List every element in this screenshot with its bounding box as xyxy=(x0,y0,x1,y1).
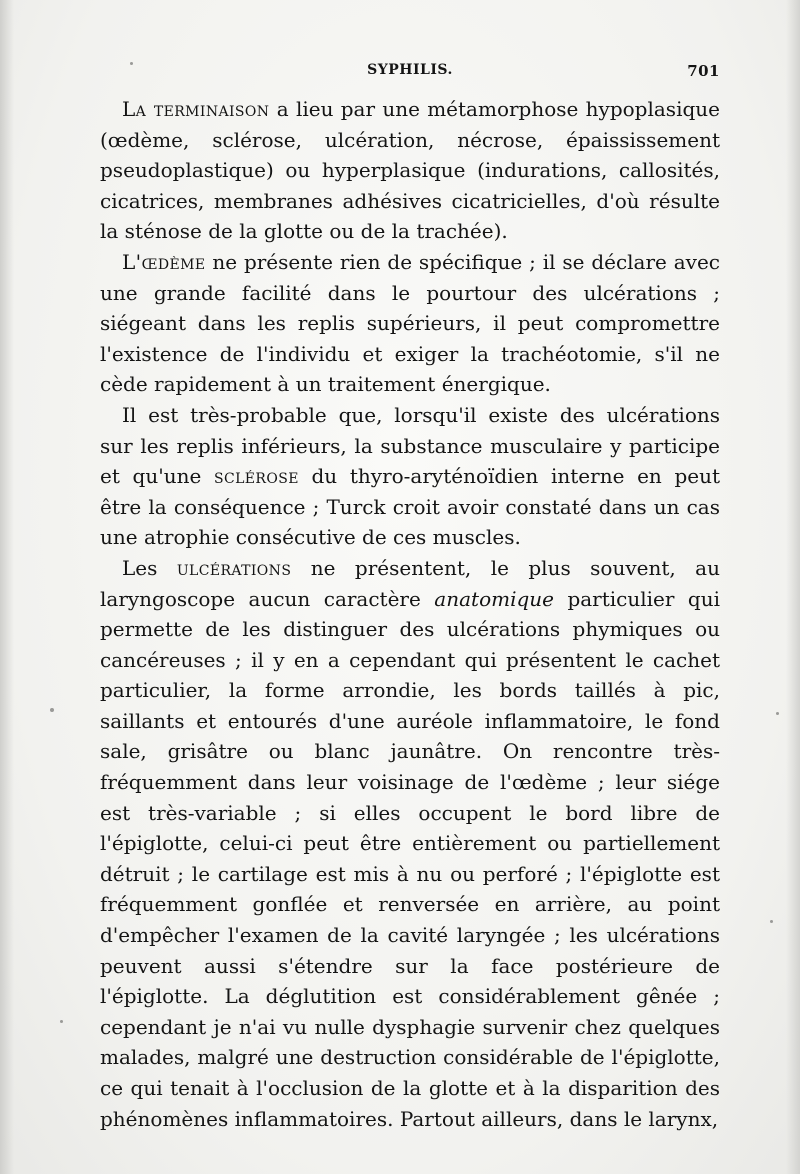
paragraph-oedeme xyxy=(100,247,720,400)
page-left-edge xyxy=(0,0,14,1174)
paragraph-ulcerations xyxy=(100,553,720,1134)
paragraph-lead-terminaison: La terminaison xyxy=(122,97,270,121)
paragraph-text-ulcerations-1: ne présentent, le plus souvent, au laryngoscope aucun caractère xyxy=(100,555,720,611)
body-text xyxy=(100,94,720,1134)
running-title: SYPHILIS. xyxy=(367,62,453,78)
paragraph-text-sclerose-2: du thyro-aryténoïdien interne en peut être la conséquence ; Turck croit avoir constaté dans un cas une atrophie consécutive de ces muscles. xyxy=(100,464,721,550)
paragraph-text-ulcerations-pre: Les xyxy=(122,555,177,580)
paragraph-text-oedeme: ne présente rien de spécifique ; il se déclare avec une grande facilité dans le pourtour des ulcérations ; siégeant dans les replis supérieurs, il peut compromettre l'existence de l'individu et exiger la trachéotomie, s'il ne cède rapidement à un traitement énergique. xyxy=(100,249,720,397)
page-number: 701 xyxy=(687,62,720,80)
paper-speck xyxy=(776,712,779,715)
term-anatomique: anatomique xyxy=(434,586,554,611)
paper-speck xyxy=(60,1020,63,1023)
paper-speck xyxy=(50,708,54,712)
term-ulcerations: ulcérations xyxy=(176,555,292,580)
paper-speck xyxy=(130,62,133,65)
term-sclerose: sclérose xyxy=(213,464,299,489)
paper-speck xyxy=(770,920,773,923)
paragraph-text-sclerose-1: Il est très-probable que, lorsqu'il existe des ulcérations sur les replis inférieurs, la substance musculaire y participe et qu'une xyxy=(100,402,720,489)
page-right-edge xyxy=(786,0,800,1174)
running-head xyxy=(100,60,720,84)
paragraph-terminaison xyxy=(100,94,720,247)
paragraph-lead-oedeme: L'œdème xyxy=(122,249,206,274)
paragraph-text-terminaison: a lieu par une métamorphose hypoplasique (œdème, sclérose, ulcération, nécrose, épaississement pseudoplastique) ou hyperplasique (indurations, callosités, cicatrices, membranes adhésives cicatricielles, d'où résulte la sténose de la glotte ou de la trachée). xyxy=(100,97,720,244)
paragraph-sclerose xyxy=(100,400,720,553)
paragraph-text-ulcerations-2: particulier qui permette de les distinguer des ulcérations phymiques ou cancéreuses ; il y en a cependant qui présentent le cachet particulier, la forme arrondie, les bords taillés à pic, saillants et entourés d'une auréole inflammatoire, le fond sale, grisâtre ou blanc jaunâtre. On rencontre très-fréquemment dans leur voisinage de l'œdème ; leur siége est très-variable ; si elles occupent le bord libre de l'épiglotte, celui-ci peut être entièrement ou partiellement détruit ; le cartilage est mis à nu ou perforé ; l'épiglotte est fréquemment gonflée et renversée en arrière, au point d'empêcher l'examen de la cavité laryngée ; les ulcérations peuvent aussi s'étendre sur la face postérieure de l'épiglotte. La déglutition est considérablement gênée ; cependant je n'ai vu nulle dysphagie survenir chez quelques malades, malgré une destruction considérable de l'épiglotte, ce qui tenait à l'occlusion de la glotte et à la disparition des phénomènes inflammatoires. Partout ailleurs, dans le larynx, xyxy=(100,586,720,1131)
